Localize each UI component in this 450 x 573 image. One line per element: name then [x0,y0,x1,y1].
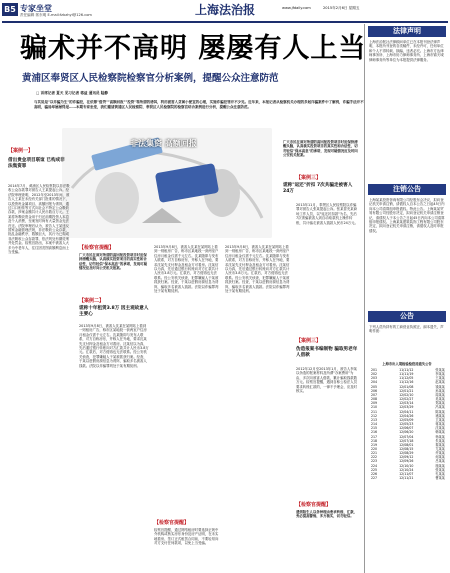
list-cell: 12/02/27 [399,397,414,402]
sidebar-list [371,368,445,480]
list-cell: 204 [371,380,378,385]
list-cell: 12/08/01 [399,442,414,447]
editor-line: 责任编辑 郭东明 E-mail:fzbzhyl@126.com [20,13,92,17]
date-line: 2015年2月6日 星期五 [323,6,360,10]
case1-body: 2014年7月，黄浦区人民检察院以非法吸收公众存款罪对被告人王某提起公诉。经法院审理查明，2012年至2013年间，被告人王某在未经有关部门批准的情况下，以投资贵金属项目、高额回报为诱饵，通过口口相传等方式向社会不特定公众吸收存款，涉案金额共计人民币数百万元。王某将所吸收资金用于归还前期投资人本息及个人消费，至案发时尚有大量资金无法归还。法院审理后认为，被告人王某违反国家金融管理法规，非法吸收公众存款，扰乱金融秩序，数额巨大，其行为已构成非法吸收公众存款罪，依法判处有期徒刑并处罚金。检察官指出，本案中被害人大多为中老年人，往往因贪图高额利息而上当受骗。 [8,184,70,255]
list-cell: 209 [371,401,378,406]
case7-label: 【检察官提醒】 [296,502,332,508]
list-cell: 王某某 [435,376,445,381]
case3-body-cont: 2013年9月8日，被害人沈某在某网站上看到一则租房广告，称市区某地段一套两室户住房月租金仅需千元左右。沈某随即与发布人联系，对方自称房东，并称人在外地，要求沈某先支付押金及租金方可看房。沈某信以为真，先后通过银行转账向对方汇款共计人民币3.8万元。汇款后，对方便再也无法联系。经公安机关侦查，犯罪嫌疑人于某被抓获归案。经查，于某以虚假房源信息为诱饵，骗取多名被害人钱款。法院以诈骗罪判处于某有期徒刑。 [154,245,219,294]
list-cell: 12/06/20 [399,430,414,435]
list-cell: 203 [371,376,378,381]
list-cell: 冯某某 [435,405,445,410]
website: www.jfdaily.com [282,6,311,10]
lead-paragraph: 与其说是"以诈骗为生"的诈骗犯，在依靠"借贷""高额回报""投资"等所谓的诱饵，利用被害人贪图小便宜的心理，实施诈骗犯罪并不少见。近年来，本报记者从检察机关办理的多起诈骗案件中了解到，诈骗手法并不高明，骗局却屡屡得逞……本期专家坐堂，我们邀请黄浦区人民检察院、奉贤区人民检察院的检察官结合案例进行分析，提醒公众注意防范。 [34,100,364,109]
list-cell: 12/04/26 [399,413,414,418]
list-cell: 206 [371,388,378,393]
list-cell: 207 [371,392,378,397]
list-cell: 223 [371,459,378,464]
list-cell: 12/09/26 [399,459,414,464]
list-cell: 朱某某 [435,438,445,443]
case7-body: 遇到陌生人以各种理由要求转账、汇款，务必提高警惕，多方核实，切勿轻信。 [296,510,358,519]
sidebar-list-header: 上海市出入境检验检疫局遗失公告 [382,362,432,366]
list-cell: 韩某某 [435,430,445,435]
list-cell: 12/01/08 [399,384,414,389]
list-cell: 12/10/10 [399,463,414,468]
list-cell: 吕某某 [435,459,445,464]
list-cell: 217 [371,434,378,439]
list-cell: 卫某某 [435,417,445,422]
list-cell: 215 [371,426,378,431]
list-cell: 张某某 [435,467,445,472]
case4-body: 检察官提醒，通过网络租房时要选择正规中介机构或核实房东身份及房产证明，在未实地看房、签订正式租赁合同前，不要轻易向对方支付任何款项，以免上当受骗。 [154,528,219,546]
case3-title: 谎称十年租赁3.8万 因主观故意人主要心 [79,306,149,317]
list-cell: 12/09/12 [399,455,414,460]
headline-sub: 黄浦区奉贤区人民检察院检察官分析案例，提醒公众注意防范 [22,73,279,84]
list-cell: 秦某某 [435,442,445,447]
photo-text: 非法集资 高额回报 [130,139,197,148]
list-cell: 225 [371,467,378,472]
case3-body: 2013年9月8日，被害人沈某在某网站上看到一则租房广告，称市区某地段一套两室户住房月租金仅需千元左右。沈某随即与发布人联系，对方自称房东，并称人在外地，要求沈某先支付押金及租金方可看房。沈某信以为真，先后通过银行转账向对方汇款共计人民币3.8万元。汇款后，对方便再也无法联系。经公安机关侦查，犯罪嫌疑人于某被抓获归案。经查，于某以虚假房源信息为诱饵，骗取多名被害人钱款。法院以诈骗罪判处于某有期徒刑。 [79,324,149,368]
sidebar-box3-title: 公告 [368,311,446,322]
list-cell: 221 [371,451,378,456]
list-cell: 211 [371,409,378,414]
list-cell: 沈某某 [435,426,445,431]
page-number: B5 [2,3,18,16]
list-cell: 202 [371,372,378,377]
list-cell: 何某某 [435,455,445,460]
list-cell: 224 [371,463,378,468]
case6-label: 【案例三】 [296,338,322,344]
list-cell: 张某某 [435,368,445,372]
case4-label: 【检察官提醒】 [154,520,190,526]
case5-body: 2013年11月，奉贤区人民检察院以诈骗罪对被告人张某提起公诉。张某冒充某商场工作人员，以"返还折扣款"为名，先后7次诱骗被害人到自动取款机上操作转账，共计骗走被害人钱款人民币24万元。 [296,203,358,225]
list-cell: 12/05/23 [399,422,414,427]
case6-body: 2012年12月至2013年1月，被告人李某以伪造的报案材料及所谓"办案费用"为由，多次向被害人借款，累计骗取钱款数万元。检察官提醒，遇到自称公检法人员要求转账汇款的，一律不予理会，应及时核实。 [296,367,358,394]
sidebar-box2-text: 上海某某投资咨询有限公司经股东会决议，拟向登记机关申请注销，请债权人自本公告之日起45日内向本公司清算组申报债权。特此公告。上海某某贸易有限公司经股东决定，拟向登记机关申请注销登记，请债权人于本公告之日起45日内向本公司清算组申报债权。上海某某建筑装饰工程有限公司股东决定，拟向登记机关申请注销，请债权人及时申报债权。 [369,198,445,233]
list-cell: 曹某某 [435,476,445,481]
list-cell: 孙某某 [435,388,445,393]
list-cell: 12/03/14 [399,401,414,406]
list-cell: 11/12/05 [399,376,414,381]
list-cell: 205 [371,384,378,389]
list-cell: 226 [371,471,378,476]
list-cell: 郑某某 [435,401,445,406]
sidebar-box1-text: 上海法治报社法律顾问单位已在本报刊登法律声明，本报所刊登的各类稿件，未经许可，任何单位和个人不得转载、摘编，违者必究。上海市方达律师事务所、上海市协力律师事务所、上海市锦天城律师事务所等单位为本报提供法律服务。 [369,40,444,62]
list-item [371,476,445,480]
col5-body-top: 广大市民在面对所谓的高回报投资项目时应保持清醒头脑，认真核实投资项目的真实性和合法性，切勿轻信"保本高息"的承诺，发现可疑情况应及时向公安机关报案。 [283,140,358,158]
case3-label: 【案例二】 [79,298,105,304]
byline: □ 首席记者 夏天 见习记者 蒋益 通讯员 陆静 [36,91,108,95]
list-cell: 褚某某 [435,413,445,418]
list-cell: 赵某某 [435,380,445,385]
list-cell: 12/02/10 [399,392,414,397]
brand-logo: 上海法治报 [195,3,256,17]
list-cell: 208 [371,397,378,402]
list-cell: 11/12/16 [399,380,414,385]
case3-body-col4: 2013年9月8日，被害人沈某在某网站上看到一则租房广告，称市区某地段一套两室户住房月租金仅需千元左右。沈某随即与发布人联系，对方自称房东，并称人在外地，要求沈某先支付押金及租金方可看房。沈某信以为真，先后通过银行转账向对方汇款共计人民币3.8万元。汇款后，对方便再也无法联系。经公安机关侦查，犯罪嫌疑人于某被抓获归案。经查，于某以虚假房源信息为诱饵，骗取多名被害人钱款。法院以诈骗罪判处于某有期徒刑。 [225,245,290,294]
list-cell: 12/11/07 [399,471,414,476]
list-cell: 12/10/24 [399,467,414,472]
sidebar [364,24,449,573]
masthead-rule [2,21,448,23]
feature-photo [62,128,272,238]
list-cell: 12/08/29 [399,451,414,456]
list-cell: 12/01/21 [399,388,414,393]
list-cell: 钱某某 [435,384,445,389]
list-cell: 220 [371,446,378,451]
list-cell: 210 [371,405,378,410]
headline-main: 骗术并不高明 屡屡有人上当 [20,33,367,64]
list-cell: 11/11/19 [399,372,414,377]
list-cell: 12/07/04 [399,434,414,439]
list-cell: 孔某某 [435,471,445,476]
list-cell: 219 [371,442,378,447]
sidebar-box1-title: 法律声明 [368,26,446,37]
sidebar-box3-text: 下列人员所持有的工商营业执照正、副本遗失，声明作废： [369,325,444,334]
case5-title: 谎称"返还"折扣 7次共骗走被害人24万 [283,183,353,194]
list-cell: 227 [371,476,378,481]
case5-label: 【案例三】 [296,175,322,181]
list-cell: 12/11/21 [399,476,414,481]
list-cell: 218 [371,438,378,443]
case1-title: 借出贵金项目联谊 已构成非法集资罪 [8,158,65,169]
list-cell: 12/07/18 [399,438,414,443]
list-cell: 许某某 [435,451,445,456]
case1-label: 【案例一】 [8,148,34,154]
case2-body: 广大市民在面对所谓的高回报投资项目时应保持清醒头脑，认真核实投资项目的真实性和合法性，切勿轻信"保本高息"的承诺，发现可疑情况应及时向公安机关报案。 [79,253,147,271]
list-cell: 214 [371,422,378,427]
list-cell: 尤某某 [435,446,445,451]
list-cell: 施某某 [435,463,445,468]
list-cell: 201 [371,368,378,372]
list-cell: 12/04/11 [399,409,414,414]
masthead [0,0,450,24]
section-label: 专家坐堂 [20,4,52,13]
list-cell: 蒋某某 [435,422,445,427]
list-cell: 11/11/12 [399,368,414,372]
list-cell: 杨某某 [435,434,445,439]
list-cell: 212 [371,413,378,418]
case2-label: 【检察官提醒】 [79,245,115,251]
list-cell: 陈某某 [435,409,445,414]
list-cell: 周某某 [435,392,445,397]
case6-title: 伪造报案书编制物 骗取男老年人借款 [296,347,358,358]
list-cell: 12/08/15 [399,446,414,451]
list-cell: 222 [371,455,378,460]
list-cell: 216 [371,430,378,435]
list-cell: 12/03/29 [399,405,414,410]
list-cell: 12/06/07 [399,426,414,431]
sidebar-box2-title: 注销公告 [368,184,446,195]
list-cell: 213 [371,417,378,422]
list-cell: 吴某某 [435,397,445,402]
list-cell: 12/05/09 [399,417,414,422]
list-cell: 李某某 [435,372,445,377]
